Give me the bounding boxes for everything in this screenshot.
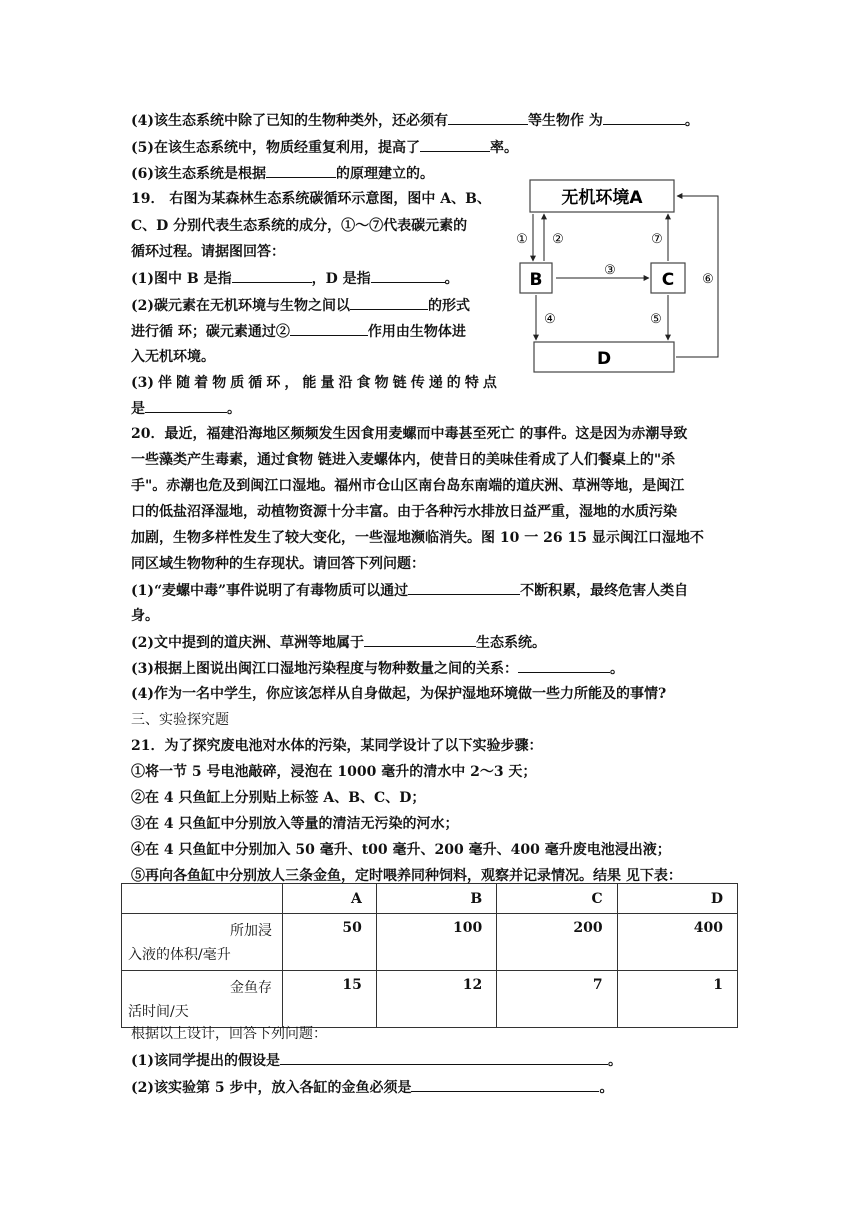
q20-q1-cont: 身。 <box>131 608 159 624</box>
q18-line-4 <box>131 110 699 131</box>
q19-line-3: 循环过程。请据图回答： <box>131 244 285 260</box>
table-cell: 7 <box>497 971 617 1028</box>
q19-l8-glyph: (3) <box>131 375 154 391</box>
q19-line-7: 入无机环境。 <box>131 349 215 365</box>
q18-line-6 <box>131 163 434 184</box>
q21-answer-1 <box>131 1050 622 1071</box>
q20-para-line-3: 手"。赤潮也危及到闽江口湿地。福州市仓山区南台岛东南端的道庆洲、草洲等地，是闽江 <box>131 478 685 494</box>
q19-l8-glyph: 链 <box>392 375 407 391</box>
table-cell: 50 <box>283 914 377 971</box>
q20-q3-text: (3)根据上图说出闽江口湿地污染程度与物种数量之间的关系： <box>131 661 518 677</box>
q19-l8-glyph: 的 <box>446 375 461 391</box>
answer-blank[interactable] <box>448 110 528 125</box>
q19-l8-glyph: 能 <box>302 375 317 391</box>
row-label-line-1: 所加浸 <box>230 923 272 939</box>
q21-a2-end: 。 <box>599 1080 614 1096</box>
results-table <box>121 883 738 1028</box>
answer-blank[interactable] <box>603 110 685 125</box>
answer-blank[interactable] <box>408 580 520 595</box>
q21-intro: 21．为了探究废电池对水体的污染，某同学设计了以下实验步骤： <box>131 738 543 754</box>
q19-l8-glyph: 特 <box>464 375 479 391</box>
table-header-cell: A <box>283 884 377 914</box>
carbon-cycle-diagram <box>500 176 730 376</box>
q19-l6-end: 作用由生物体进 <box>367 324 466 340</box>
q19-l9-end: 。 <box>227 401 241 417</box>
q19-l8-glyph: 着 <box>194 375 209 391</box>
label-3: ③ <box>604 263 616 278</box>
q19-l8-glyph: 环 <box>266 375 281 391</box>
q21-step-5: ⑤再向各鱼缸中分别放人三条金鱼，定时喂养同种饲料，观察并记录情况。结果 见下表： <box>131 868 682 884</box>
q19-l8-glyph: 循 <box>248 375 263 391</box>
q18-l6-text: (6)该生态系统是根据 <box>131 166 266 182</box>
q19-l8-glyph: 点 <box>482 375 497 391</box>
q18-l4-end: 。 <box>684 113 699 129</box>
q19-l8-glyph: 递 <box>428 375 443 391</box>
q20-q2-end: 生态系统。 <box>476 635 546 651</box>
answer-blank[interactable] <box>364 632 476 647</box>
answer-blank[interactable] <box>518 658 610 673</box>
q19-l6-text: 进行循 环；碳元素通过② <box>131 324 290 340</box>
q19-l8-glyph: 随 <box>176 375 191 391</box>
q21-step-3: ③在 4 只鱼缸中分别放入等量的清洁无污染的河水； <box>131 816 459 832</box>
table-header-cell: D <box>617 884 737 914</box>
q20-para-line-1: 20．最近，福建沿海地区频频发生因食用麦螺而中毒甚至死亡 的事件。这是因为赤潮导致 <box>131 426 688 442</box>
q20-q4: (4)作为一名中学生，你应该怎样从自身做起，为保护湿地环境做一些力所能及的事情? <box>131 686 667 702</box>
q18-l5-text: (5)在该生态系统中，物质经重复利用，提高了 <box>131 140 420 156</box>
q18-line-5 <box>131 137 518 158</box>
box-d-label: D <box>596 349 612 369</box>
q18-l5-end: 率。 <box>490 140 518 156</box>
table-row <box>122 971 738 1028</box>
table-cell: 15 <box>283 971 377 1028</box>
q19-line-9 <box>131 398 241 419</box>
table-cell: 100 <box>376 914 496 971</box>
q21-step-1: ①将一节 5 号电池敲碎，浸泡在 1000 毫升的清水中 2～3 天； <box>131 764 537 780</box>
q19-line-8 <box>131 373 497 393</box>
row-label-line-2: 入液的体积/毫升 <box>128 947 231 963</box>
q21-after-table: 根据以上设计，回答下列问题： <box>131 1026 327 1042</box>
section-heading: 三、实验探究题 <box>131 712 229 728</box>
q19-l8-glyph: 量 <box>320 375 335 391</box>
answer-blank[interactable] <box>145 398 227 413</box>
q20-para-line-6: 同区域生物物种的生存现状。请回答下列问题： <box>131 556 425 572</box>
answer-blank[interactable] <box>411 1077 599 1092</box>
table-header-cell <box>122 884 283 914</box>
q21-answer-2 <box>131 1077 613 1098</box>
q21-a1-text: (1)该同学提出的假设是 <box>131 1053 280 1069</box>
q19-l9-text: 是 <box>131 401 145 417</box>
q20-q3 <box>131 658 624 679</box>
table-row <box>122 914 738 971</box>
q19-l5-text: (2)碳元素在无机环境与生物之间以 <box>131 298 350 314</box>
q19-l8-glyph: 质 <box>230 375 245 391</box>
q21-step-4: ④在 4 只鱼缸中分别加入 50 毫升、t00 毫升、200 毫升、400 毫升废电池浸出液； <box>131 842 671 858</box>
label-4: ④ <box>544 312 556 327</box>
q19-line-6 <box>131 321 466 342</box>
q20-q2-text: (2)文中提到的道庆洲、草洲等地属于 <box>131 635 364 651</box>
row-label-line-1: 金鱼存 <box>230 980 272 996</box>
q20-q1-end: 不断积累，最终危害人类自 <box>520 583 689 599</box>
label-2: ② <box>552 232 564 247</box>
answer-blank[interactable] <box>350 295 428 310</box>
label-1: ① <box>516 232 528 247</box>
table-header-row <box>122 884 738 914</box>
q20-para-line-4: 口的低盐沼泽湿地，动植物资源十分丰富。由于各种污水排放日益严重，湿地的水质污染 <box>131 504 677 520</box>
q19-l8-glyph: ， <box>284 375 299 391</box>
table-cell: 12 <box>376 971 496 1028</box>
q20-para-line-2: 一些藻类产生毒素，通过食物 链进入麦螺体内，使昔日的美味佳肴成了人们餐桌上的"杀 <box>131 452 676 468</box>
q19-line-2: C、D 分别代表生态系统的成分，①～⑦代表碳元素的 <box>131 218 468 234</box>
q19-l4-text-2: ，D 是指 <box>311 271 371 287</box>
q19-l8-glyph: 沿 <box>338 375 353 391</box>
q19-line-4 <box>131 268 459 289</box>
answer-blank[interactable] <box>371 268 445 283</box>
q19-l4-text: (1)图中 B 是指 <box>131 271 232 287</box>
box-c-label: C <box>661 270 675 290</box>
table-header-cell: C <box>497 884 617 914</box>
q19-l8-glyph: 食 <box>356 375 371 391</box>
table-header-cell: B <box>376 884 496 914</box>
q21-a2-text: (2)该实验第 5 步中，放入各缸的金鱼必须是 <box>131 1080 412 1096</box>
box-a-label: 无机环境A <box>561 188 643 208</box>
q19-l8-glyph: 伴 <box>158 375 173 391</box>
row-label <box>122 971 283 1028</box>
answer-blank[interactable] <box>266 163 336 178</box>
q20-q1-text: (1)“麦螺中毒”事件说明了有毒物质可以通过 <box>131 583 409 599</box>
label-7: ⑦ <box>651 232 663 247</box>
label-6: ⑥ <box>702 272 714 287</box>
q21-a1-end: 。 <box>608 1053 622 1069</box>
q18-l6-end: 的原理建立的。 <box>336 166 434 182</box>
row-label-line-2: 活时间/天 <box>128 1004 189 1020</box>
box-b-label: B <box>529 270 543 290</box>
q19-l5-end: 的形式 <box>428 298 470 314</box>
q18-l4-text: (4)该生态系统中除了已知的生物种类外，还必须有 <box>131 113 448 129</box>
q20-q3-end: 。 <box>610 661 624 677</box>
q19-l4-end: 。 <box>444 271 459 287</box>
table-cell: 1 <box>617 971 737 1028</box>
answer-blank[interactable] <box>280 1050 608 1065</box>
answer-blank[interactable] <box>232 268 312 283</box>
q19-l8-glyph: 物 <box>212 375 227 391</box>
q19-line-5 <box>131 295 470 316</box>
q20-q2 <box>131 632 546 653</box>
table-cell: 400 <box>617 914 737 971</box>
row-label <box>122 914 283 971</box>
q19-line-1: 19． 右图为某森林生态系统碳循环示意图，图中 A、B、 <box>131 191 491 207</box>
q19-l8-glyph: 传 <box>410 375 425 391</box>
answer-blank[interactable] <box>290 321 368 336</box>
q18-l4-text-2: 等生物作 为 <box>528 113 603 129</box>
q19-l8-glyph: 物 <box>374 375 389 391</box>
q20-q1 <box>131 580 688 601</box>
label-5: ⑤ <box>650 312 662 327</box>
q21-step-2: ②在 4 只鱼缸上分别贴上标签 A、B、C、D； <box>131 790 426 806</box>
table-cell: 200 <box>497 914 617 971</box>
q20-para-line-5: 加剧，生物多样性发生了较大变化，一些湿地濒临消失。图 10 一 26 15 显示闽江口湿地不 <box>131 530 704 546</box>
answer-blank[interactable] <box>420 137 490 152</box>
